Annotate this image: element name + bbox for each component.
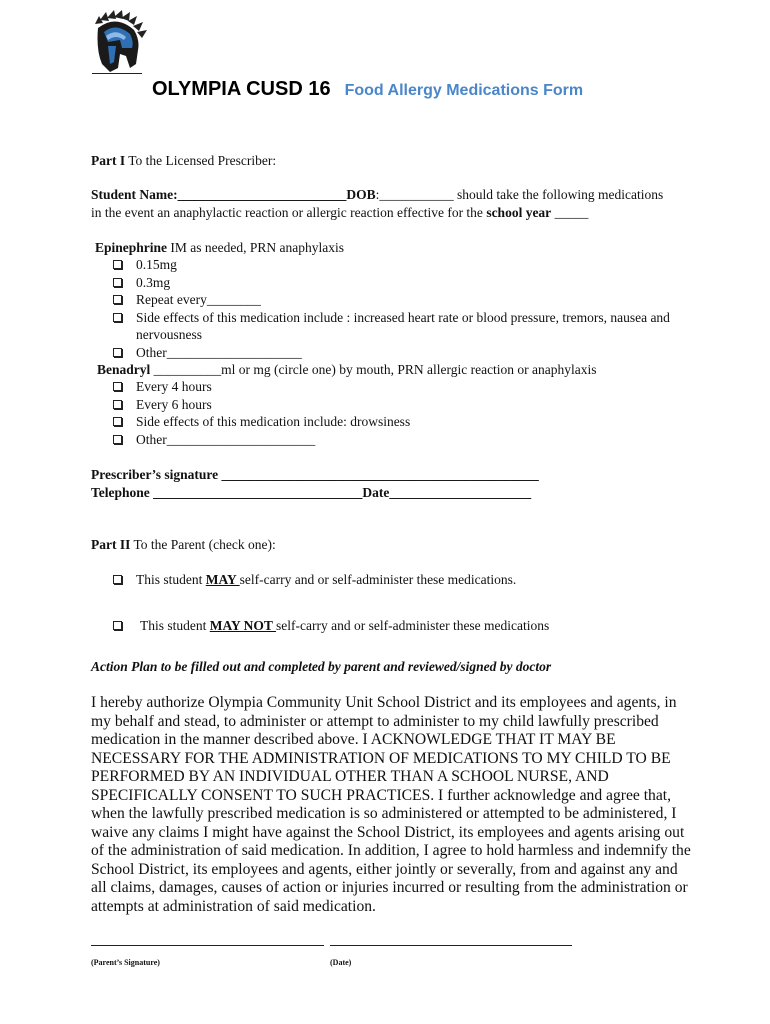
dob-field[interactable]: :___________ should take the following medications <box>375 187 664 202</box>
checkbox[interactable] <box>113 575 122 584</box>
logo-underline <box>92 73 142 74</box>
benadryl-line: Benadryl __________ml or mg (circle one) by mouth, PRN allergic reaction or anaphylaxis <box>97 362 597 377</box>
epi-option-repeat[interactable]: Repeat every________ <box>113 292 261 308</box>
authorization-paragraph: I hereby authorize Olympia Community Unit School District and its employees and agents, in my behalf and stead, to administer or attempt to administer to my child lawfully prescribed medication in the manner described above. I ACKNOWLEDGE THAT IT MAY BE NECESSARY FOR THE ADMINISTRATION OF MEDICATIONS TO MY CHILD TO BE PERFORMED BY AN INDIVIDUAL OTHER THAN A SCHOOL NURSE, AND SPECIFICALLY CONSENT TO SUCH PRACTICES. I further acknowledge and agree that, when the lawfully prescribed medication is so administered or attempted to be administered, I waive any claims I might have against the School District, its employees and agents arising out of the administration of said medication. In addition, I agree to hold harmless and indemnify the School District, its employees and agents, either jointly or severally, from and against any and all claims, damages, causes of action or injuries incurred or resulting from the administration or attempts at administration of said medication. <box>91 694 691 915</box>
ben-option-6-hours[interactable]: Every 6 hours <box>113 397 212 413</box>
option-may-not-self-carry[interactable]: This student MAY NOT self-carry and or self-administer these medications <box>113 618 549 634</box>
student-name-field[interactable]: _________________________ <box>177 187 347 202</box>
org-title: OLYMPIA CUSD 16 <box>152 78 331 100</box>
checkbox[interactable] <box>113 435 122 444</box>
checkbox[interactable] <box>113 348 122 357</box>
epi-option-side-effects[interactable]: Side effects of this medication include : increased heart rate or blood pressure, tremors, nausea and <box>113 310 670 326</box>
date-signature-line[interactable] <box>330 945 572 946</box>
ben-option-4-hours[interactable]: Every 4 hours <box>113 379 212 395</box>
checkbox[interactable] <box>113 260 122 269</box>
form-title: Food Allergy Medications Form <box>344 82 584 99</box>
epi-side-effects-cont: nervousness <box>136 327 202 342</box>
ben-option-side-effects[interactable]: Side effects of this medication include: drowsiness <box>113 414 410 430</box>
date-label: (Date) <box>330 958 352 967</box>
action-plan-note: Action Plan to be filled out and completed by parent and reviewed/signed by doctor <box>91 659 552 674</box>
spartan-helmet-logo <box>86 10 148 76</box>
part2-heading: Part II To the Parent (check one): <box>91 537 276 552</box>
parent-signature-label: (Parent’s Signature) <box>91 958 160 967</box>
checkbox[interactable] <box>113 313 122 322</box>
student-name-label: Student Name: <box>91 187 178 202</box>
school-year-line: in the event an anaphylactic reaction or allergic reaction effective for the school year _____ <box>91 205 589 220</box>
epinephrine-line: Epinephrine IM as needed, PRN anaphylaxis <box>95 240 344 255</box>
checkbox[interactable] <box>113 417 122 426</box>
page-title <box>152 78 583 101</box>
checkbox[interactable] <box>113 621 122 630</box>
school-year-field[interactable]: _____ <box>551 205 589 220</box>
school-year-label: school year <box>486 205 552 220</box>
epi-option-other[interactable]: Other____________________ <box>113 345 302 361</box>
student-name-line <box>91 187 663 203</box>
dob-label: DOB <box>346 187 376 202</box>
part1-heading: Part I To the Licensed Prescriber: <box>91 153 277 168</box>
checkbox[interactable] <box>113 295 122 304</box>
checkbox[interactable] <box>113 400 122 409</box>
prescriber-signature-field[interactable]: Prescriber’s signature _______________________________________________ <box>91 467 539 482</box>
ben-option-other[interactable]: Other______________________ <box>113 432 315 448</box>
checkbox[interactable] <box>113 278 122 287</box>
parent-signature-line[interactable] <box>91 945 324 946</box>
epi-option-0-15mg[interactable]: 0.15mg <box>113 257 177 273</box>
option-may-self-carry[interactable]: This student MAY self-carry and or self-administer these medications. <box>113 572 516 588</box>
epi-option-0-3mg[interactable]: 0.3mg <box>113 275 170 291</box>
telephone-date-field[interactable]: Telephone _______________________________Date_____________________ <box>91 485 532 500</box>
checkbox[interactable] <box>113 382 122 391</box>
